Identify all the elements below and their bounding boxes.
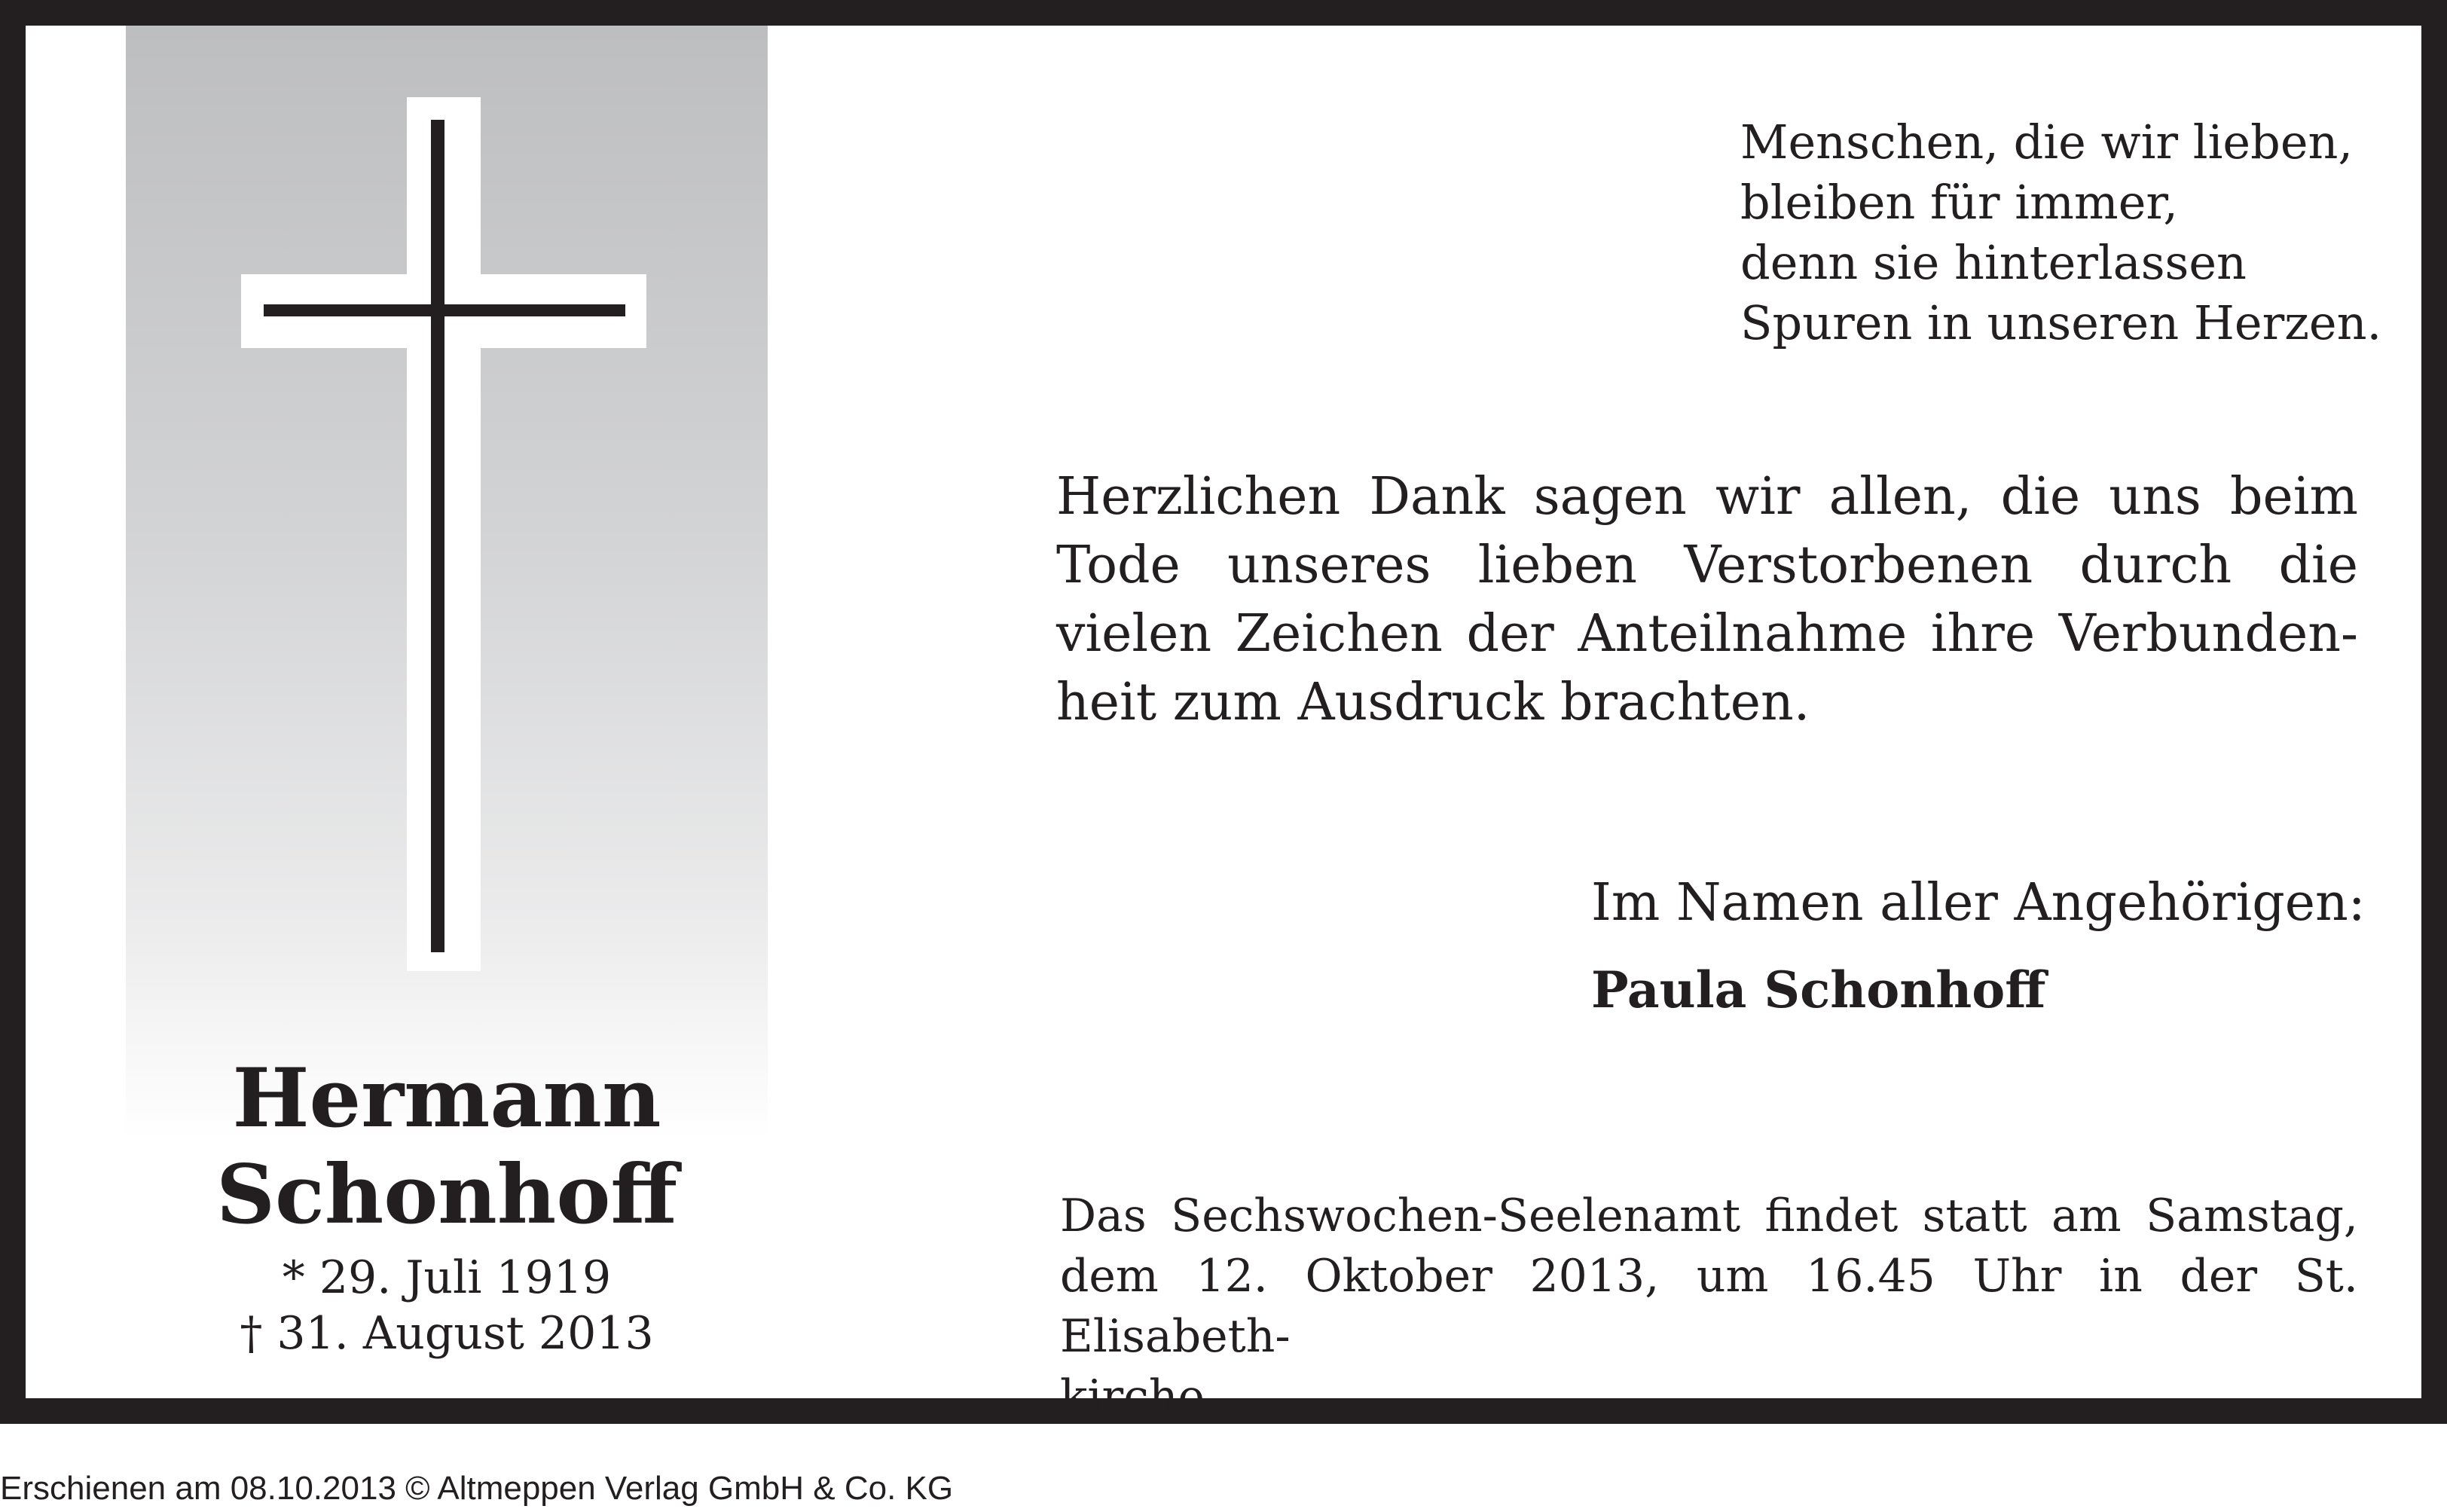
deceased-name (126, 1050, 768, 1243)
thanks-paragraph (1056, 463, 2358, 737)
thanks-line: Herzlichen Dank sagen wir allen, die uns beim (1056, 467, 2358, 527)
poem (1740, 112, 2381, 353)
service-line: dem 12. Oktober 2013, um 16.45 Uhr in der St. Elisabeth- (1060, 1250, 2358, 1363)
poem-line: bleiben für immer, (1740, 175, 2178, 230)
publication-footer: Erschienen am 08.10.2013 © Altmeppen Verlag GmbH & Co. KG (0, 1470, 954, 1507)
deceased-first-name: Hermann (232, 1051, 661, 1146)
poem-line: denn sie hinterlassen (1740, 235, 2247, 290)
poem-line: Menschen, die wir lieben, (1740, 115, 2354, 170)
signer-name: Paula Schonhoff (1591, 961, 2046, 1019)
death-date: † 31. August 2013 (240, 1307, 654, 1360)
thanks-line: vielen Zeichen der Anteilnahme ihre Verbunden- (1056, 604, 2358, 664)
thanks-line: heit zum Ausdruck brachten. (1056, 673, 1810, 732)
poem-line: Spuren in unseren Herzen. (1740, 295, 2382, 350)
service-line: kirche. (1060, 1370, 1220, 1423)
life-dates (126, 1250, 768, 1361)
thanks-line: Tode unseres lieben Verstorbenen durch die (1056, 536, 2358, 595)
signoff-text: Im Namen aller Angehörigen: (1591, 873, 2366, 933)
birth-date: * 29. Juli 1919 (282, 1251, 612, 1304)
service-notice (1060, 1186, 2358, 1427)
deceased-last-name: Schonhoff (215, 1147, 678, 1242)
service-line: Das Sechswochen-Seelenamt findet statt am Samstag, (1060, 1190, 2358, 1242)
cross-icon (241, 97, 646, 971)
